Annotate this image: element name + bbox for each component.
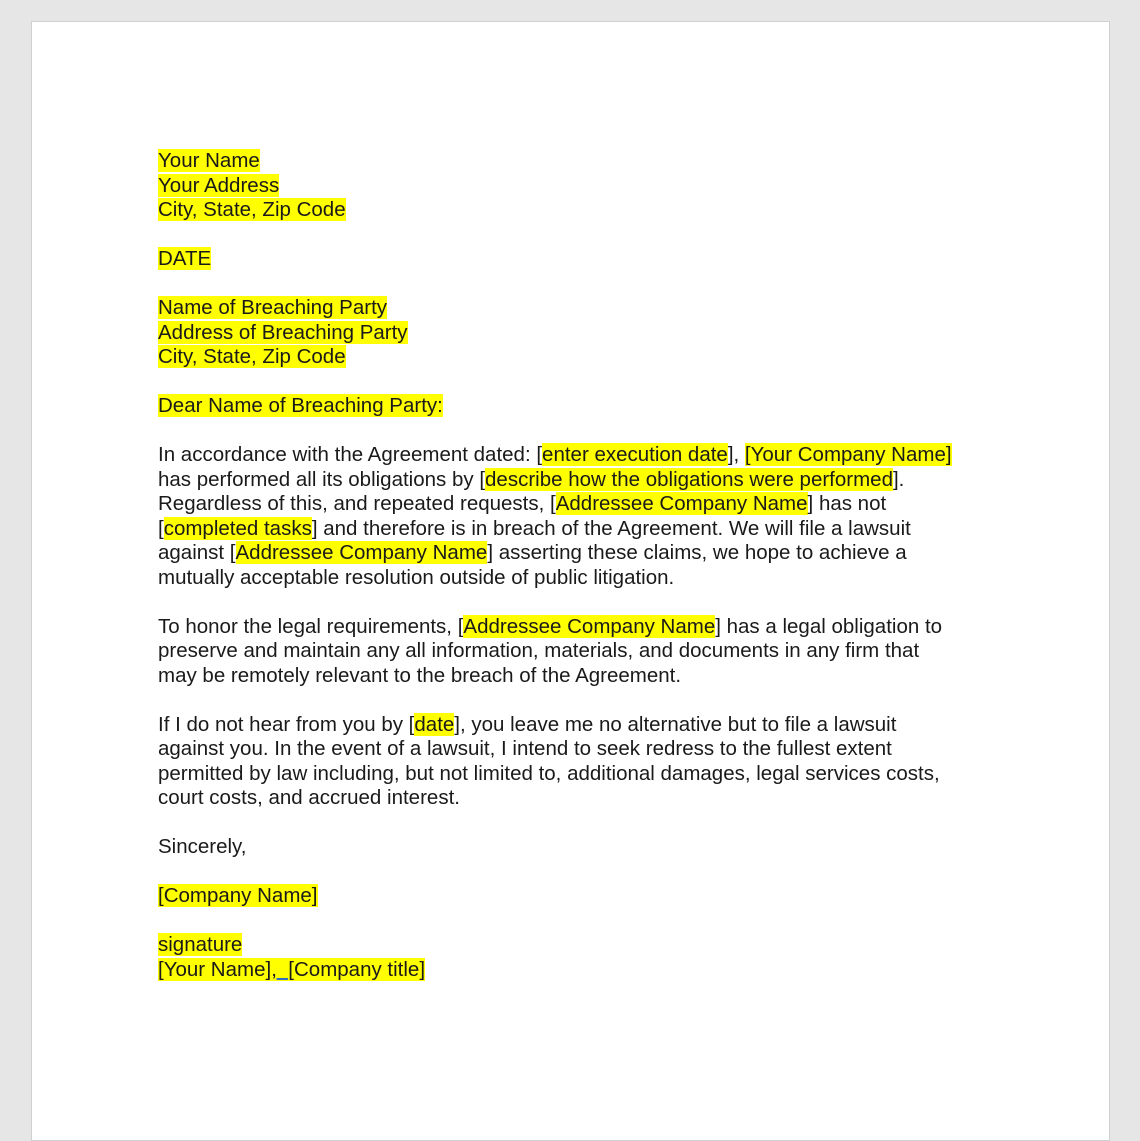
sender-city-state-zip: City, State, Zip Code <box>158 198 346 221</box>
paragraph-agreement <box>158 443 998 590</box>
p3-text: If I do not hear from you by [ <box>158 712 415 736</box>
p1-text: ], <box>727 443 745 466</box>
sender-block <box>158 149 998 223</box>
field-addressee-company-name: Addressee Company Name <box>463 614 716 638</box>
paragraph-preservation <box>158 615 998 689</box>
field-company-title: [Company title] <box>288 957 426 981</box>
field-your-name: [Your Name] <box>158 957 272 981</box>
p2-text: To honor the legal requirements, [ <box>158 614 464 638</box>
letter-body <box>158 149 998 982</box>
p1-text: ] and therefore is in breach of the Agreement. We will file a lawsuit <box>311 516 911 540</box>
field-completed-tasks: completed tasks <box>163 516 312 540</box>
paragraph-deadline <box>158 713 998 811</box>
p1-text: [ <box>158 516 164 540</box>
field-company-name: [Company Name] <box>158 884 318 907</box>
letter-date: DATE <box>158 247 212 270</box>
field-execution-date: enter execution date <box>542 443 728 466</box>
field-addressee-company-name: Addressee Company Name <box>235 541 488 564</box>
closing: Sincerely, <box>158 835 247 858</box>
p3-text: against you. In the event of a lawsuit, I intend to seek redress to the fullest extent <box>158 737 892 760</box>
p3-text: permitted by law including, but not limited to, additional damages, legal services costs, <box>158 761 940 785</box>
field-obligations-performed: describe how the obligations were performed <box>485 467 893 491</box>
p1-text: Regardless of this, and repeated requests, [ <box>158 492 556 515</box>
recipient-block <box>158 296 998 370</box>
p3-text: court costs, and accrued interest. <box>158 786 460 809</box>
field-deadline-date: date <box>414 712 455 736</box>
signature-block <box>158 933 998 982</box>
p1-text: against [ <box>158 541 236 564</box>
field-addressee-company-name: Addressee Company Name <box>555 492 808 515</box>
p3-text: ], you leave me no alternative but to file a lawsuit <box>454 712 897 736</box>
signature-separator: , <box>271 957 289 981</box>
p2-text: preserve and maintain any all information, materials, and documents in any firm that <box>158 639 920 662</box>
p1-text: ] asserting these claims, we hope to achieve a <box>487 541 907 564</box>
sender-name: Your Name <box>158 149 260 172</box>
document-page <box>31 21 1110 1141</box>
field-your-company-name: [Your Company Name] <box>744 443 952 466</box>
p1-text: ]. <box>892 467 905 491</box>
recipient-name: Name of Breaching Party <box>158 296 388 319</box>
salutation: Dear Name of Breaching Party: <box>158 394 443 417</box>
p1-text: ] has not <box>807 492 887 515</box>
p2-text: may be remotely relevant to the breach of the Agreement. <box>158 663 682 687</box>
recipient-address: Address of Breaching Party <box>158 320 408 344</box>
recipient-city-state-zip: City, State, Zip Code <box>158 345 346 368</box>
p1-text: In accordance with the Agreement dated: [ <box>158 443 543 466</box>
signature-placeholder: signature <box>158 933 243 956</box>
sender-address: Your Address <box>158 173 280 197</box>
p1-text: has performed all its obligations by [ <box>158 467 486 491</box>
p2-text: ] has a legal obligation to <box>715 614 943 638</box>
p1-text: mutually acceptable resolution outside of public litigation. <box>158 565 675 589</box>
